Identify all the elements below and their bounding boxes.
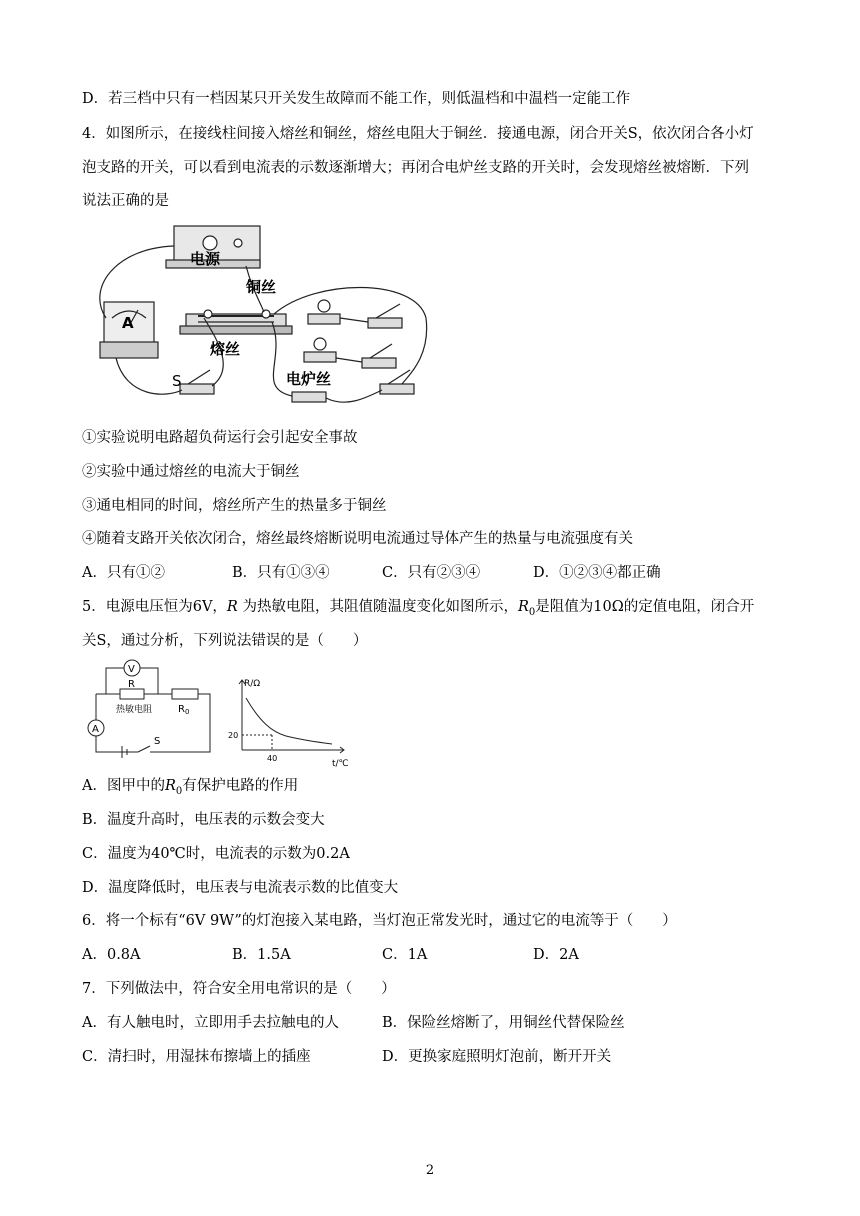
q4-statement-1: ①实验说明电路超负荷运行会引起安全事故 (82, 430, 358, 446)
q4-statement-3: ③通电相同的时间，熔丝所产生的热量多于铜丝 (82, 498, 387, 514)
q4-stem-line3: 说法正确的是 (82, 193, 169, 209)
q4-option-d: D．①②③④都正确 (533, 565, 661, 581)
q4-option-a: A．只有①② (82, 565, 165, 581)
q4-fig-power-label: 电源 (190, 250, 221, 268)
q4-option-b: B．只有①③④ (232, 565, 330, 581)
q5-fig-switch-label: S (154, 736, 161, 747)
q4-stem-line2: 泡支路的开关，可以看到电流表的示数逐渐增大；再闭合电炉丝支路的开关时，会发现熔丝被熔断．下列 (82, 160, 749, 176)
q5-option-c: C．温度为40℃时，电流表的示数为0.2A (82, 846, 350, 862)
q4-fig-copper-label: 铜丝 (246, 278, 277, 296)
q5-fig-r-label: R (128, 679, 135, 690)
q5-fig-thermistor-label: 热敏电阻 (116, 705, 153, 715)
q5-stem-line2: 关S，通过分析，下列说法错误的是（ ） (82, 633, 368, 649)
q5-fig-ammeter: A (92, 724, 99, 735)
q5-option-b: B．温度升高时，电压表的示数会变大 (82, 812, 325, 828)
q6-option-a: A．0.8A (82, 947, 141, 963)
q7-option-a: A．有人触电时，立即用手去拉触电的人 (82, 1015, 339, 1031)
q5-graph-y-tick: 20 (228, 731, 239, 740)
q5-stem-line1: 5．电源电压恒为6V，R 为热敏电阻，其阻值随温度变化如图所示，$R_0$是阻值为10Ω的定值电阻，闭合开 (82, 599, 755, 618)
q5-graph-x-label: t/℃ (332, 759, 349, 769)
q6-option-d: D．2A (533, 947, 579, 963)
page-number: 2 (425, 1163, 435, 1178)
q5-circuit-figure (82, 656, 222, 766)
q7-option-c: C．清扫时，用湿抹布擦墙上的插座 (82, 1049, 311, 1065)
q5-graph-x-tick: 40 (267, 754, 278, 763)
q5-fig-voltmeter: V (128, 664, 135, 675)
q6-option-c: C．1A (382, 947, 428, 963)
q3-option-d: D．若三档中只有一档因某只开关发生故障而不能工作，则低温档和中温档一定能工作 (82, 91, 631, 107)
q7-stem: 7．下列做法中，符合安全用电常识的是（ ） (82, 981, 396, 997)
q4-statement-2: ②实验中通过熔丝的电流大于铜丝 (82, 464, 300, 480)
q4-fig-stove-label: 电炉丝 (286, 370, 332, 388)
q4-option-c: C．只有②③④ (382, 565, 481, 581)
q5-graph-y-label: R/Ω (244, 679, 261, 689)
q4-circuit-figure (86, 218, 436, 414)
q4-stem-line1: 4．如图所示，在接线柱间接入熔丝和铜丝，熔丝电阻大于铜丝．接通电源，闭合开关S，依次闭合各小灯 (82, 126, 754, 142)
q7-option-b: B．保险丝熔断了，用铜丝代替保险丝 (382, 1015, 625, 1031)
q5-fig-r0-label: $R_0$ (178, 704, 190, 716)
q5-option-d: D．温度降低时，电压表与电流表示数的比值变大 (82, 880, 399, 896)
q4-fig-switch-label: S (172, 372, 182, 390)
q5-graph-figure (226, 668, 356, 772)
q4-fig-fuse-label: 熔丝 (210, 340, 241, 358)
q4-fig-ammeter-label: A (122, 314, 134, 332)
q6-option-b: B．1.5A (232, 947, 291, 963)
q6-stem: 6．将一个标有“6V 9W”的灯泡接入某电路，当灯泡正常发光时，通过它的电流等于（ ） (82, 913, 677, 929)
q4-statement-4: ④随着支路开关依次闭合，熔丝最终熔断说明电流通过导体产生的热量与电流强度有关 (82, 531, 633, 547)
q7-option-d: D．更换家庭照明灯泡前，断开开关 (382, 1049, 612, 1065)
q5-option-a: A．图甲中的$R_0$有保护电路的作用 (82, 778, 299, 797)
